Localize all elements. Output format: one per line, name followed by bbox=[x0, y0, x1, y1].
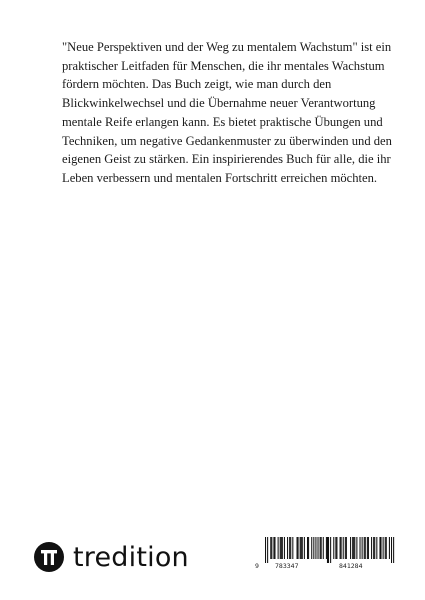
barcode-bar bbox=[353, 537, 354, 559]
barcode-bar bbox=[343, 537, 344, 559]
barcode-bar bbox=[289, 537, 290, 559]
barcode-bar bbox=[335, 537, 336, 559]
barcode-bar bbox=[290, 537, 291, 559]
barcode-bar bbox=[356, 537, 357, 559]
barcode-bar bbox=[307, 537, 308, 559]
barcode-bar bbox=[267, 537, 268, 563]
barcode-bar bbox=[270, 537, 271, 559]
barcode-bar bbox=[278, 537, 279, 559]
barcode-bar bbox=[281, 537, 282, 559]
barcode-bar bbox=[352, 537, 353, 559]
barcode-bar bbox=[321, 537, 322, 559]
barcode-digits bbox=[255, 561, 395, 571]
barcode-bar bbox=[373, 537, 374, 559]
barcode-bar bbox=[393, 537, 394, 563]
barcode-bar bbox=[271, 537, 272, 559]
barcode-bar bbox=[300, 537, 301, 559]
barcode-bars bbox=[255, 537, 395, 563]
isbn-barcode bbox=[255, 537, 395, 571]
barcode-bar bbox=[313, 537, 314, 559]
barcode-bar bbox=[346, 537, 347, 559]
barcode-bar bbox=[371, 537, 372, 559]
barcode-bar bbox=[360, 537, 361, 559]
barcode-bar bbox=[265, 537, 266, 563]
barcode-bar bbox=[284, 537, 285, 559]
book-blurb: "Neue Perspektiven und der Weg zu mentalem Wachstum" ist ein praktischer Leitfaden für Menschen, die ihr mentales Wachstum fördern möchten. Das Buch zeigt, wie man durch den Blickwinkelwechsel und die Übernahme neuer Verantwortung mentale Reife erlangen kann. Es bietet praktische Übungen und Techniken, um negative Gedankenmuster zu überwinden und den eigenen Geist zu stärken. Ein inspirierendes Buch für alle, die ihr Leben verbessern und mentalen Fortschritt erreichen möchten. bbox=[62, 40, 392, 185]
barcode-bar bbox=[282, 537, 283, 559]
barcode-bar bbox=[274, 537, 275, 559]
barcode-bar bbox=[292, 537, 293, 559]
barcode-bar bbox=[385, 537, 386, 559]
publisher-logo bbox=[34, 537, 189, 577]
barcode-bar bbox=[297, 537, 298, 559]
barcode-bar bbox=[364, 537, 365, 559]
barcode-bar bbox=[330, 537, 331, 563]
barcode-bar bbox=[391, 537, 392, 563]
barcode-bar bbox=[302, 537, 303, 559]
barcode-bar bbox=[304, 537, 305, 559]
barcode-digits-left: 783347 bbox=[275, 562, 299, 570]
barcode-bar bbox=[311, 537, 312, 559]
barcode-digits-right: 841284 bbox=[339, 562, 363, 570]
tredition-logo-icon bbox=[34, 542, 64, 572]
publisher-name: tredition bbox=[73, 541, 189, 573]
barcode-bar bbox=[350, 537, 351, 559]
barcode-bar bbox=[333, 537, 334, 559]
barcode-bar bbox=[376, 537, 377, 559]
barcode-digit-first: 9 bbox=[255, 562, 259, 570]
barcode-bar bbox=[280, 537, 281, 559]
barcode-bar bbox=[336, 537, 337, 559]
barcode-bar bbox=[328, 537, 329, 563]
barcode-bar bbox=[383, 537, 384, 559]
barcode-bar bbox=[320, 537, 321, 559]
barcode-bar bbox=[327, 537, 328, 563]
barcode-bar bbox=[323, 537, 324, 559]
barcode-bar bbox=[287, 537, 288, 559]
barcode-bar bbox=[273, 537, 274, 559]
barcode-bar bbox=[318, 537, 319, 559]
barcode-bar bbox=[379, 537, 380, 559]
barcode-bar bbox=[365, 537, 366, 559]
barcode-bar bbox=[354, 537, 355, 559]
barcode-bar bbox=[368, 537, 369, 559]
barcode-bar bbox=[345, 537, 346, 559]
barcode-bar bbox=[340, 537, 341, 559]
barcode-bar bbox=[308, 537, 309, 559]
barcode-bar bbox=[362, 537, 363, 559]
barcode-bar bbox=[326, 537, 327, 559]
barcode-bar bbox=[301, 537, 302, 559]
barcode-bar bbox=[298, 537, 299, 559]
barcode-bar bbox=[386, 537, 387, 559]
barcode-bar bbox=[389, 537, 390, 559]
barcode-bar bbox=[367, 537, 368, 559]
barcode-bar bbox=[381, 537, 382, 559]
barcode-bar bbox=[315, 537, 316, 559]
barcode-bar bbox=[341, 537, 342, 559]
barcode-bar bbox=[374, 537, 375, 559]
